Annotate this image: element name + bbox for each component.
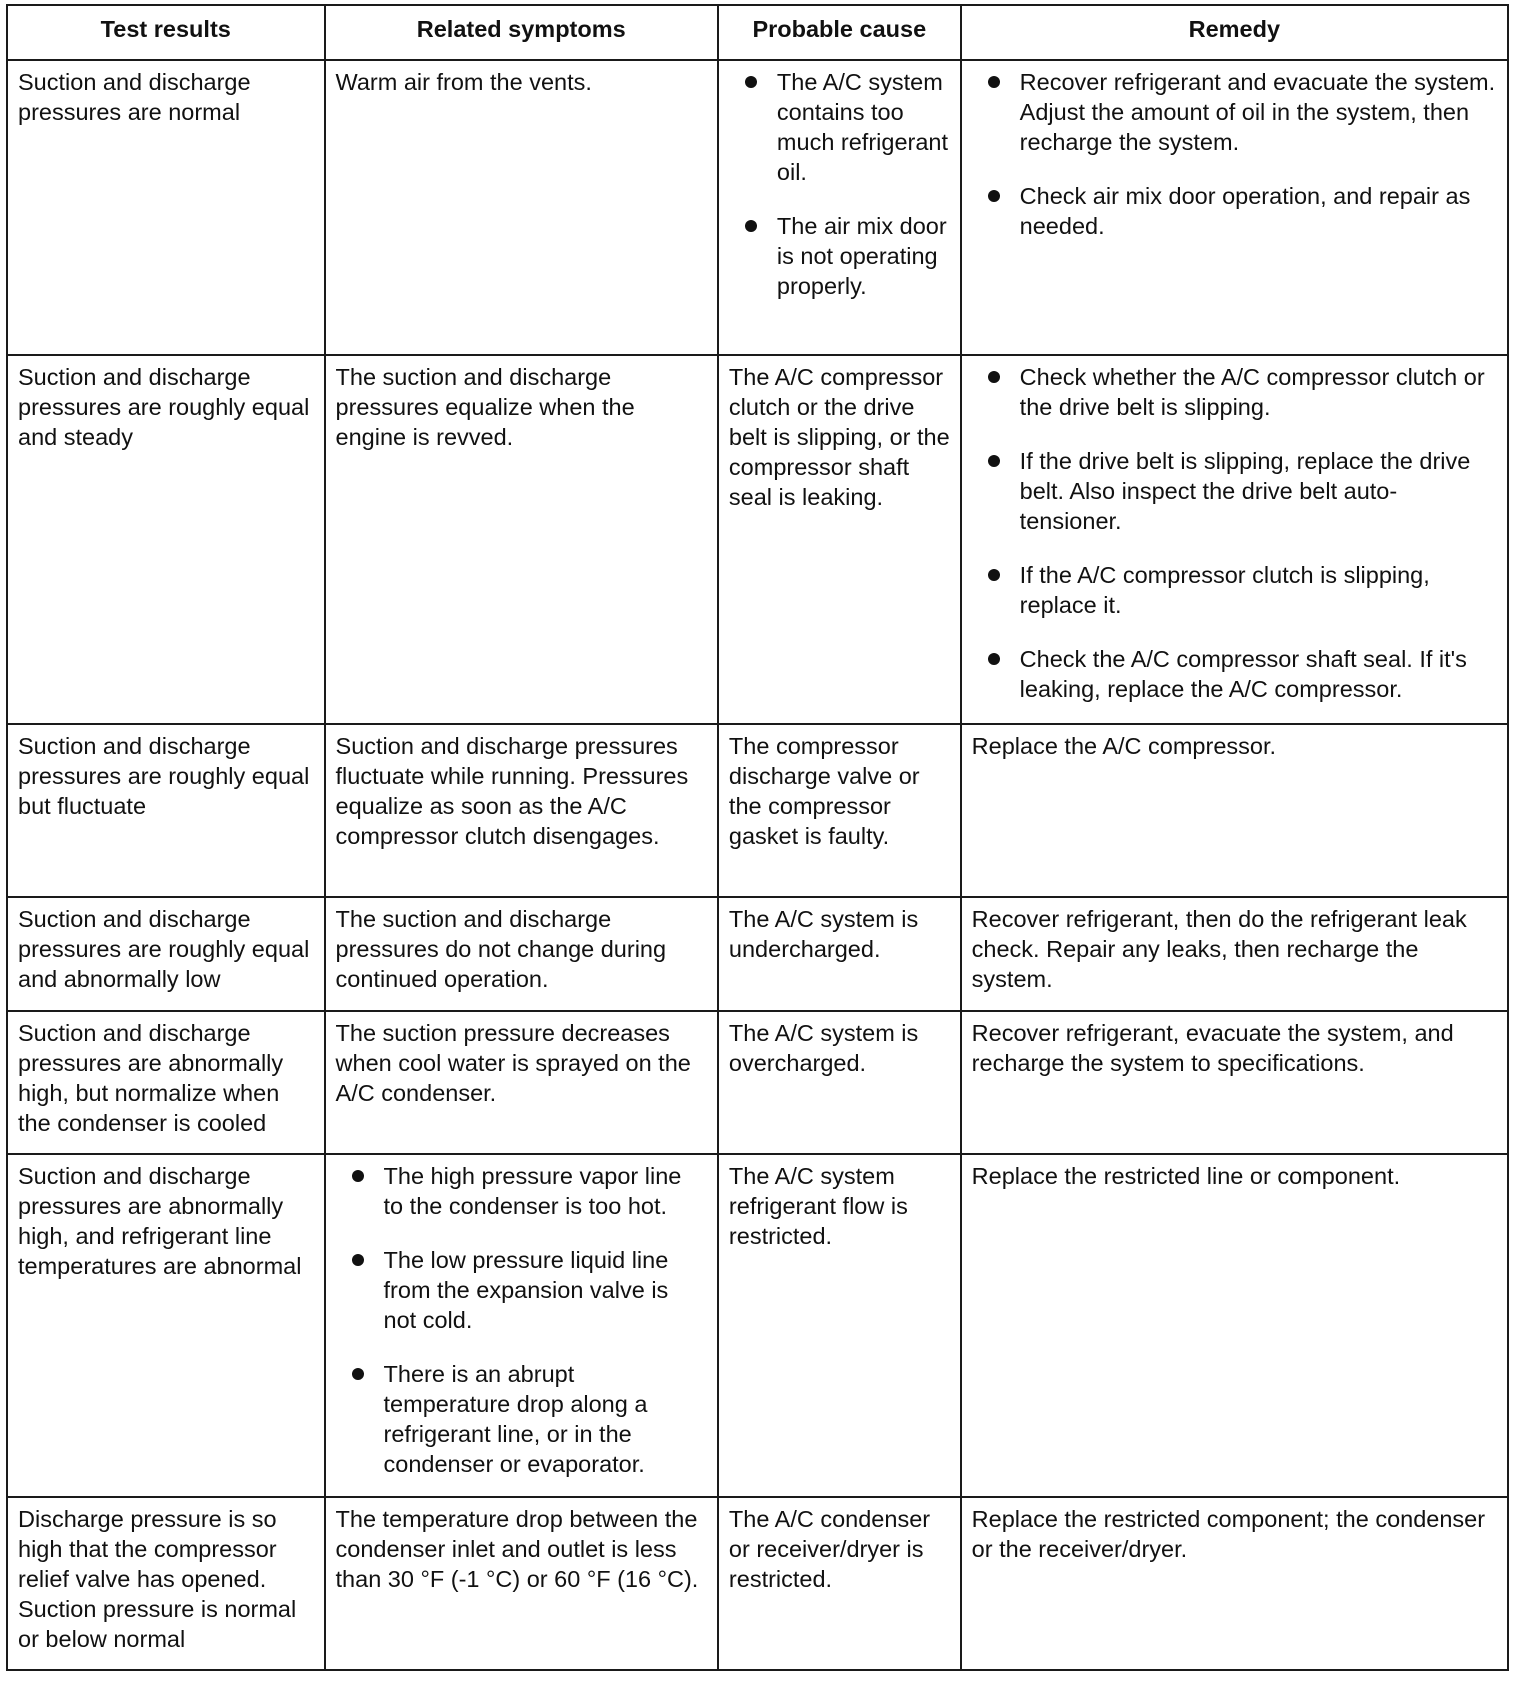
bullet-icon <box>352 1254 364 1266</box>
bullet-icon <box>745 76 757 88</box>
cause-text: The A/C condenser or receiver/dryer is restricted. <box>728 1506 931 1592</box>
test-result-text: Suction and discharge pressures are normal <box>18 69 251 125</box>
table-row <box>7 724 1508 897</box>
test-result-text: Suction and discharge pressures are roughly equal and steady <box>18 364 310 450</box>
test-result-text: Suction and discharge pressures are roughly equal and abnormally low <box>18 906 310 992</box>
cause-text: The A/C system refrigerant flow is restricted. <box>728 1163 908 1249</box>
bullet-icon <box>988 76 1000 88</box>
cause-cell <box>718 1011 961 1154</box>
bullet-icon <box>988 190 1000 202</box>
symptom-item-text: The high pressure vapor line to the condenser is too hot. <box>383 1163 682 1219</box>
test-result-cell <box>7 1011 325 1154</box>
test-result-cell <box>7 1497 325 1670</box>
list-item <box>336 1161 707 1221</box>
remedy-cell <box>961 724 1508 897</box>
bullet-icon <box>352 1368 364 1380</box>
cause-cell <box>718 1154 961 1497</box>
list-item <box>972 560 1497 620</box>
table-row <box>7 60 1508 355</box>
ac-pressure-troubleshooting-table <box>6 4 1509 1671</box>
bullet-icon <box>745 220 757 232</box>
table-row <box>7 1011 1508 1154</box>
remedy-item-text: Check whether the A/C compressor clutch or the drive belt is slipping. <box>1019 364 1485 420</box>
remedy-item-text: Check air mix door operation, and repair as needed. <box>1019 183 1471 239</box>
list-item <box>972 181 1497 241</box>
cause-text: The A/C compressor clutch or the drive belt is slipping, or the compressor shaft seal is leaking. <box>728 364 950 510</box>
symptoms-cell <box>325 60 718 355</box>
cause-cell <box>718 724 961 897</box>
list-item <box>972 446 1497 536</box>
remedy-item-text: If the A/C compressor clutch is slipping, replace it. <box>1019 562 1430 618</box>
remedy-item-text: If the drive belt is slipping, replace the drive belt. Also inspect the drive belt auto-tensioner. <box>1019 448 1471 534</box>
symptoms-list <box>336 1161 707 1479</box>
remedy-text: Recover refrigerant, evacuate the system, and recharge the system to specifications. <box>971 1020 1454 1076</box>
list-item <box>972 67 1497 157</box>
symptoms-cell <box>325 897 718 1011</box>
test-result-cell <box>7 60 325 355</box>
symptoms-text: The suction pressure decreases when cool water is sprayed on the A/C condenser. <box>335 1020 691 1106</box>
symptoms-text: The temperature drop between the condenser inlet and outlet is less than 30 °F (-1 °C) or 60 °F (16 °C). <box>335 1506 699 1592</box>
bullet-icon <box>988 455 1000 467</box>
symptoms-cell <box>325 724 718 897</box>
test-result-text: Suction and discharge pressures are abnormally high, and refrigerant line temperatures are abnormal <box>18 1163 302 1279</box>
remedy-text: Replace the restricted component; the condenser or the receiver/dryer. <box>971 1506 1486 1562</box>
remedy-text: Replace the restricted line or component. <box>971 1163 1401 1189</box>
table-row <box>7 1154 1508 1497</box>
cause-cell <box>718 897 961 1011</box>
symptoms-cell <box>325 1011 718 1154</box>
cause-cell <box>718 355 961 724</box>
bullet-icon <box>988 653 1000 665</box>
symptoms-text: Warm air from the vents. <box>335 69 592 95</box>
cause-text: The compressor discharge valve or the compressor gasket is faulty. <box>728 733 920 849</box>
symptoms-text: The suction and discharge pressures do not change during continued operation. <box>335 906 667 992</box>
test-result-cell <box>7 355 325 724</box>
symptom-item-text: There is an abrupt temperature drop along a refrigerant line, or in the condenser or evaporator. <box>383 1361 648 1477</box>
bullet-icon <box>352 1170 364 1182</box>
cause-cell <box>718 1497 961 1670</box>
bullet-icon <box>988 569 1000 581</box>
remedy-cell <box>961 60 1508 355</box>
cause-cell <box>718 60 961 355</box>
cause-item-text: The A/C system contains too much refrigerant oil. <box>776 69 949 185</box>
table-row <box>7 355 1508 724</box>
symptoms-text: Suction and discharge pressures fluctuate while running. Pressures equalize as soon as the A/C compressor clutch disengages. <box>335 733 689 849</box>
test-result-text: Suction and discharge pressures are roughly equal but fluctuate <box>18 733 310 819</box>
symptom-item-text: The low pressure liquid line from the expansion valve is not cold. <box>383 1247 669 1333</box>
list-item <box>729 211 950 301</box>
header-related-symptoms: Related symptoms <box>325 5 718 60</box>
list-item <box>972 644 1497 704</box>
header-test-results: Test results <box>7 5 325 60</box>
list-item <box>729 67 950 187</box>
test-result-cell <box>7 1154 325 1497</box>
bullet-icon <box>988 371 1000 383</box>
cause-text: The A/C system is undercharged. <box>728 906 919 962</box>
table-row <box>7 897 1508 1011</box>
header-probable-cause: Probable cause <box>718 5 961 60</box>
remedy-list <box>972 67 1497 241</box>
list-item <box>972 362 1497 422</box>
list-item <box>336 1245 707 1335</box>
test-result-cell <box>7 897 325 1011</box>
remedy-cell <box>961 1154 1508 1497</box>
remedy-item-text: Check the A/C compressor shaft seal. If it's leaking, replace the A/C compressor. <box>1019 646 1467 702</box>
remedy-text: Recover refrigerant, then do the refrigerant leak check. Repair any leaks, then recharge the system. <box>971 906 1467 992</box>
remedy-list <box>972 362 1497 704</box>
header-remedy: Remedy <box>961 5 1508 60</box>
cause-list <box>729 67 950 301</box>
table-header-row <box>7 5 1508 60</box>
list-item <box>336 1359 707 1479</box>
test-result-text: Discharge pressure is so high that the compressor relief valve has opened. Suction pressure is normal or below normal <box>18 1506 297 1652</box>
symptoms-cell <box>325 1497 718 1670</box>
cause-text: The A/C system is overcharged. <box>728 1020 919 1076</box>
cause-item-text: The air mix door is not operating properly. <box>776 213 947 299</box>
test-result-text: Suction and discharge pressures are abnormally high, but normalize when the condenser is cooled <box>18 1020 284 1136</box>
test-result-cell <box>7 724 325 897</box>
symptoms-cell <box>325 355 718 724</box>
remedy-item-text: Recover refrigerant and evacuate the system. Adjust the amount of oil in the system, then recharge the system. <box>1019 69 1496 155</box>
table-row <box>7 1497 1508 1670</box>
remedy-text: Replace the A/C compressor. <box>971 733 1277 759</box>
remedy-cell <box>961 1497 1508 1670</box>
symptoms-text: The suction and discharge pressures equalize when the engine is revved. <box>335 364 635 450</box>
symptoms-cell <box>325 1154 718 1497</box>
remedy-cell <box>961 355 1508 724</box>
remedy-cell <box>961 897 1508 1011</box>
remedy-cell <box>961 1011 1508 1154</box>
